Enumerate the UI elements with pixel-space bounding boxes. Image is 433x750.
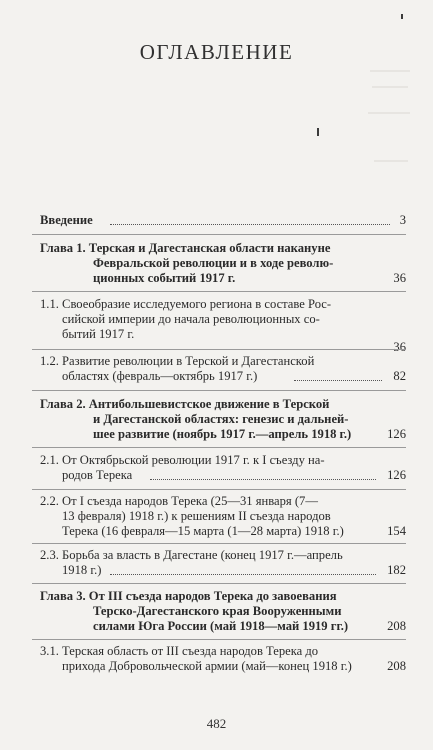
show-through: [372, 86, 408, 88]
toc-line: [40, 271, 406, 286]
toc-line: 1.1. Своеобразие исследуемого региона в составе Рос-: [40, 297, 332, 311]
toc-line-text: ционных событий 1917 г.: [93, 271, 236, 285]
show-through: [374, 160, 408, 162]
section-divider: [32, 583, 406, 584]
toc-line-text: прихода Добровольческой армии (май—конец 1918 г.): [62, 659, 352, 673]
toc-line-text: родов Терека: [62, 468, 133, 482]
toc-line: 2.2. От I съезда народов Терека (25—31 января (7—: [40, 494, 318, 508]
toc-line: 2.1. От Октябрьской революции 1917 г. к I съезду на-: [40, 453, 325, 467]
toc-line: 1.2. Развитие революции в Терской и Дагестанской: [40, 354, 315, 368]
section-divider: [32, 639, 406, 640]
toc-entry-introduction: [40, 213, 406, 228]
toc-line: Терско-Дагестанского края Вооруженными: [93, 604, 342, 618]
page-number: 154: [387, 524, 406, 538]
toc-entry-chapter-3: [40, 589, 406, 634]
section-divider: [32, 489, 406, 490]
page-number: 36: [393, 271, 406, 285]
toc-entry-3-1: [40, 644, 406, 674]
toc-line: Глава 1. Терская и Дагестанская области накануне: [40, 241, 331, 255]
print-speck: [317, 128, 319, 136]
toc-line-text: Терека (16 февраля—15 марта (1—28 марта) 1918 г.): [62, 524, 344, 538]
toc-line: [40, 213, 406, 228]
toc-line: Глава 3. От III съезда народов Терека до завоевания: [40, 589, 337, 603]
dot-leader: [150, 478, 376, 480]
section-divider: [32, 291, 406, 292]
toc-line: 2.3. Борьба за власть в Дагестане (конец 1917 г.—апрель: [40, 548, 343, 562]
page-number: 208: [387, 619, 406, 633]
toc-line: Глава 2. Антибольшевистское движение в Терской: [40, 397, 330, 411]
toc-line: [40, 563, 406, 578]
dot-leader: [294, 379, 382, 381]
print-speck: [401, 14, 403, 19]
toc-line-text: силами Юга России (май 1918—май 1919 гг.): [93, 619, 349, 633]
show-through: [370, 70, 410, 72]
page-number: 208: [387, 659, 406, 673]
toc-entry-chapter-2: [40, 397, 406, 442]
toc-line: [40, 659, 406, 674]
toc-line-text: бытий 1917 г.: [62, 327, 135, 341]
page-number: 3: [399, 213, 406, 227]
page-number: 82: [393, 369, 406, 383]
toc-entry-2-3: [40, 548, 406, 578]
dot-leader: [110, 573, 376, 575]
toc-entry-1-2: [40, 354, 406, 384]
toc-line: и Дагестанской областях: генезис и дальней-: [93, 412, 349, 426]
page-title: ОГЛАВЛЕНИЕ: [139, 40, 294, 64]
page-number: 36: [393, 340, 406, 354]
section-divider: [32, 390, 406, 391]
toc-line-text: шее развитие (ноябрь 1917 г.—апрель 1918 г.): [93, 427, 352, 441]
toc-label: Введение: [40, 213, 93, 227]
toc-line: сийской империи до начала революционных со-: [62, 312, 320, 326]
toc-line: 13 февраля) 1918 г.) к решениям II съезда народов: [62, 509, 331, 523]
section-divider: [32, 349, 406, 350]
dot-leader: [110, 223, 390, 225]
section-divider: [32, 447, 406, 448]
show-through: [368, 112, 410, 114]
toc-line-text: областях (февраль—октябрь 1917 г.): [62, 369, 258, 383]
toc-line: [40, 327, 406, 342]
toc-line-text: 1918 г.): [62, 563, 102, 577]
page-number: 182: [387, 563, 406, 577]
toc-entry-1-1: [40, 297, 406, 357]
toc-entry-chapter-1: [40, 241, 406, 286]
section-divider: [32, 234, 406, 235]
page-folio: 482: [206, 716, 227, 731]
toc-line: [40, 524, 406, 539]
toc-line: [40, 619, 406, 634]
toc-entry-2-2: [40, 494, 406, 539]
toc-line: [40, 427, 406, 442]
toc-line: Февральской революции и в ходе револю-: [93, 256, 334, 270]
toc-line: [40, 369, 406, 384]
toc-line: 3.1. Терская область от III съезда народов Терека до: [40, 644, 319, 658]
toc-line: [40, 468, 406, 483]
section-divider: [32, 543, 406, 544]
toc-entry-2-1: [40, 453, 406, 483]
page-number: 126: [387, 468, 406, 482]
page-number: 126: [387, 427, 406, 441]
